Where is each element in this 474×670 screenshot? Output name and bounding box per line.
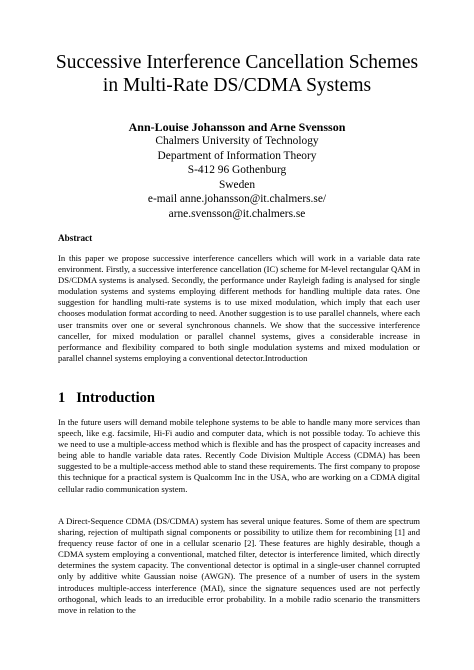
affiliation-line: Department of Information Theory [157, 149, 317, 162]
section-number: 1 [58, 390, 66, 406]
email-line: arne.svensson@it.chalmers.se [168, 207, 306, 220]
intro-paragraph-2: A Direct-Sequence CDMA (DS/CDMA) system has several unique features. Some of them are spectrum sharing, rejection of multipath signal components or possibility to utilize them for recombining [1] and frequency reuse factor of one in a cellular scenario [2]. These features are highly desirable, though a CDMA system employing a conventional, matched filter, detector is interference limited, which directly determines the system capacity. The conventional detector is optimal in a single-user channel corrupted only by additive white Gaussian noise (AWGN). The presence of a number of users in the system introduces multiple-access interference (MAI), since the signature sequences used are not perfectly orthogonal, which leads to an irreducible error probability. In a mobile radio scenario the transmitters move in relation to the [58, 516, 420, 615]
affiliation-line: S-412 96 Gothenburg [187, 164, 287, 177]
section-title: Introduction [76, 390, 155, 406]
author-names: Ann-Louise Johansson and Arne Svensson [128, 120, 346, 134]
author-affiliation [40, 134, 434, 222]
section-heading [58, 390, 358, 407]
email-line: e-mail anne.johansson@it.chalmers.se/ [147, 193, 327, 206]
affiliation-line: Chalmers University of Technology [155, 135, 319, 147]
paper-title [40, 51, 434, 97]
title-line-1: Successive Interference Cancellation Schemes [55, 52, 419, 73]
intro-paragraph-1: In the future users will demand mobile telephone systems to be able to handle many more services than speech, like e.g. facsimile, Hi-Fi audio and computer data, which is not possible today. To achieve this we need to use a multiple-access method which is flexible and has the prospect of capacity increases and being able to handle variable data rates. Recently Code Division Multiple Access (CDMA) has been suggested to be a multiple-access method able to stand these requirements. The first company to propose this technique for a practical system is Qualcomm Inc in the USA, who are working on a CDMA digital cellular radio communication system. [58, 417, 420, 494]
abstract-heading: Abstract [58, 233, 93, 243]
abstract-text: In this paper we propose successive interference cancellers which will work in a variable data rate environment. Firstly, a successive interference cancellation (IC) scheme for M-level rectangular QAM in DS/CDMA systems is analysed. Secondly, the performance under Rayleigh fading is analysed for single modulation systems and systems employing different methods for handling multiple data rates. One suggestion for handling multi-rate systems is to use mixed modulation, which imply that each user chooses modulation format according to need. Another suggestion is to use parallel channels, where each user transmits over one or several synchronous channels. We show that the successive interference canceller, for mixed modulation or parallel channel systems, gives a considerable increase in performance and flexibility compared to both single modulation systems and mixed modulation or parallel channel systems employing a conventional detector.Introduction [58, 253, 420, 363]
title-line-2: in Multi-Rate DS/CDMA Systems [102, 75, 372, 96]
affiliation-line: Sweden [218, 178, 256, 191]
